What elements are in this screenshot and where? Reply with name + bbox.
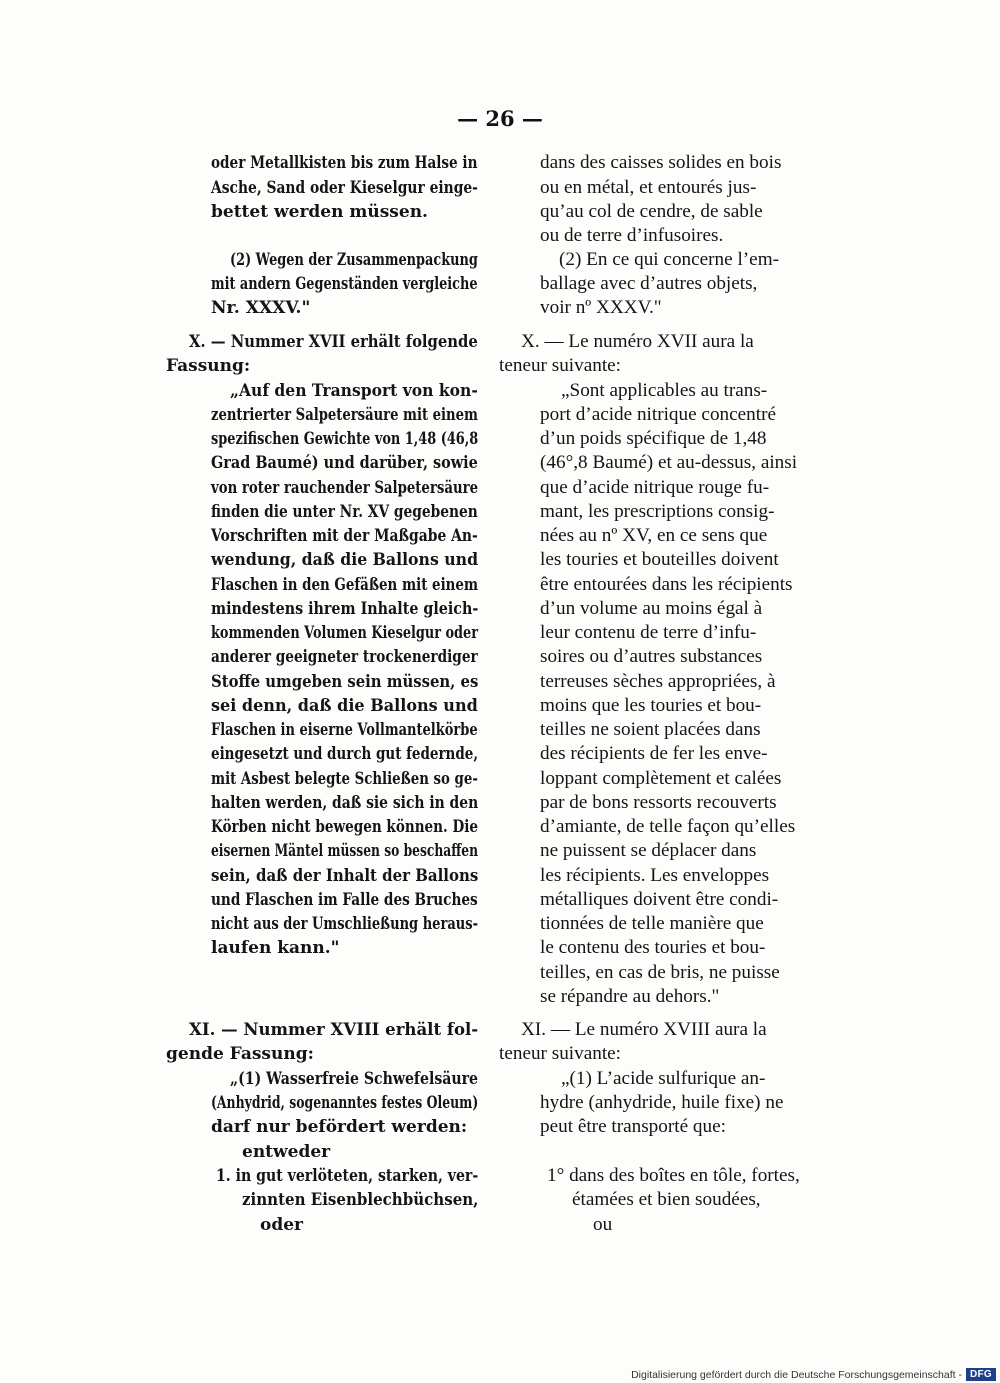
french-text-line: teilles ne soient placées dans	[540, 719, 761, 740]
french-text-line: que d’acide nitrique rouge fu-	[540, 477, 770, 498]
german-text-line: spezifischen Gewichte von 1,48 (46,8	[211, 429, 479, 449]
german-text-line: Körben nicht bewegen können. Die	[211, 817, 478, 837]
german-text-line: Grad Baumé) und darüber, sowie	[211, 453, 478, 473]
german-text-line: Nr. XXXV."	[211, 298, 311, 318]
german-text-line: zinnten Eisenblechbüchsen,	[242, 1190, 479, 1210]
french-text-line: des récipients de fer les enve-	[540, 743, 768, 764]
french-text-line: les récipients. Les enveloppes	[540, 865, 770, 886]
german-text-line: von roter rauchender Salpetersäure	[211, 478, 479, 498]
german-text-line: „(1) Wasserfreie Schwefelsäure	[230, 1069, 479, 1089]
german-text-line: Asche, Sand oder Kieselgur einge-	[211, 178, 478, 198]
german-text-line: XI. — Nummer XVIII erhält fol-	[189, 1020, 479, 1040]
german-text-line: kommenden Volumen Kieselgur oder	[211, 623, 478, 643]
german-text-line: Flaschen in eiserne Vollmantelkörbe	[211, 720, 478, 740]
german-text-line: mit Asbest belegte Schließen so ge-	[211, 769, 478, 789]
french-text-line: se répandre au dehors."	[540, 986, 720, 1007]
french-text-line: (2) En ce qui concerne l’em-	[559, 249, 780, 270]
french-text-line: qu’au col de cendre, de sable	[540, 201, 763, 222]
german-text-line: sei denn, daß die Ballons und	[211, 696, 478, 716]
german-text-line: Fassung:	[166, 356, 251, 376]
german-text-line: anderer geeigneter trockenerdiger	[211, 647, 478, 667]
german-text-line: „Auf den Transport von kon-	[230, 381, 478, 401]
french-text-line: terreuses sèches appropriées, à	[540, 671, 776, 692]
digitization-credit	[608, 1366, 1000, 1383]
french-text-line: ne puissent se déplacer dans	[540, 840, 757, 861]
german-text-line: zentrierter Salpetersäure mit einem	[211, 405, 478, 425]
german-text-line: laufen kann."	[211, 938, 340, 958]
french-text-line: loppant complètement et calées	[540, 768, 782, 789]
french-text-line: (46°,8 Baumé) et au-dessus, ainsi	[540, 452, 798, 473]
french-text-line: peut être transporté que:	[540, 1116, 726, 1137]
german-text-line: sein, daß der Inhalt der Ballons	[211, 866, 479, 886]
french-text-line: soires ou d’autres substances	[540, 646, 763, 667]
french-text-line: ou	[593, 1214, 613, 1235]
dfg-logo: DFG	[966, 1368, 996, 1381]
french-text-line: les touries et bouteilles doivent	[540, 549, 779, 570]
french-text-line: d’un volume au moins égal à	[540, 598, 763, 619]
french-text-line: tionnées de telle manière que	[540, 913, 764, 934]
french-text-line: d’amiante, de telle façon qu’elles	[540, 816, 796, 837]
french-text-line: nées au nº XV, en ce sens que	[540, 525, 768, 546]
german-text-line: wendung, daß die Ballons und	[211, 550, 479, 570]
french-text-line: mant, les prescriptions consig-	[540, 501, 775, 522]
german-text-line: (Anhydrid, sogenanntes festes Oleum)	[211, 1093, 479, 1113]
french-text-line: moins que les touries et bou-	[540, 695, 762, 716]
french-text-line: 1° dans des boîtes en tôle, fortes,	[547, 1165, 800, 1186]
german-text-line: darf nur befördert werden:	[211, 1117, 468, 1137]
french-text-line: port d’acide nitrique concentré	[540, 404, 777, 425]
german-text-line: entweder	[242, 1142, 331, 1162]
german-text-line: X. — Nummer XVII erhält folgende	[189, 332, 478, 352]
german-text-line: mit andern Gegenständen vergleiche	[211, 274, 478, 294]
french-text-line: être entourées dans les récipients	[540, 574, 793, 595]
french-text-line: teneur suivante:	[499, 355, 622, 376]
french-text-line: voir nº XXXV."	[540, 297, 662, 318]
french-text-line: le contenu des touries et bou-	[540, 937, 766, 958]
german-text-line: (2) Wegen der Zusammenpackung	[230, 250, 478, 270]
french-text-line: X. — Le numéro XVII aura la	[521, 331, 754, 352]
german-text-line: eingesetzt und durch gut federnde,	[211, 744, 479, 764]
french-text-line: „(1) L’acide sulfurique an-	[561, 1068, 766, 1089]
german-text-line: Flaschen in den Gefäßen mit einem	[211, 575, 479, 595]
french-text-line: teneur suivante:	[499, 1043, 622, 1064]
french-text-line: métalliques doivent être condi-	[540, 889, 779, 910]
german-text-line: Stoffe umgeben sein müssen, es	[211, 672, 479, 692]
german-text-line: eisernen Mäntel müssen so beschaffen	[211, 841, 479, 861]
french-text-line: teilles, en cas de bris, ne puisse	[540, 962, 780, 983]
german-text-line: oder Metallkisten bis zum Halse in	[211, 153, 478, 173]
german-text-line: oder	[260, 1215, 303, 1235]
french-text-line: dans des caisses solides en bois	[540, 152, 782, 173]
german-text-line: Vorschriften mit der Maßgabe An-	[211, 526, 478, 546]
german-text-line: bettet werden müssen.	[211, 202, 428, 222]
german-text-line: nicht aus der Umschließung heraus-	[211, 914, 479, 934]
french-text-line: étamées et bien soudées,	[572, 1189, 761, 1210]
french-text-line: ou de terre d’infusoires.	[540, 225, 724, 246]
german-text-line: finden die unter Nr. XV gegebenen	[211, 502, 478, 522]
german-text-line: gende Fassung:	[166, 1044, 314, 1064]
french-text-line: XI. — Le numéro XVIII aura la	[521, 1019, 767, 1040]
german-text-line: und Flaschen im Falle des Bruches	[211, 890, 478, 910]
page-number: — 26 —	[457, 106, 543, 131]
french-text-line: leur contenu de terre d’infu-	[540, 622, 757, 643]
french-text-line: par de bons ressorts recouverts	[540, 792, 777, 813]
french-text-line: ou en métal, et entourés jus-	[540, 177, 757, 198]
german-text-line: mindestens ihrem Inhalte gleich-	[211, 599, 479, 619]
french-text-line: d’un poids spécifique de 1,48	[540, 428, 767, 449]
french-text-line: hydre (anhydride, huile fixe) ne	[540, 1092, 784, 1113]
french-text-line: ballage avec d’autres objets,	[540, 273, 758, 294]
german-text-line: halten werden, daß sie sich in den	[211, 793, 479, 813]
footer-credit-text: Digitalisierung gefördert durch die Deutsche Forschungsgemeinschaft -	[631, 1368, 962, 1381]
french-text-line: „Sont applicables au trans-	[561, 380, 768, 401]
german-text-line: 1. in gut verlöteten, starken, ver-	[216, 1166, 479, 1186]
